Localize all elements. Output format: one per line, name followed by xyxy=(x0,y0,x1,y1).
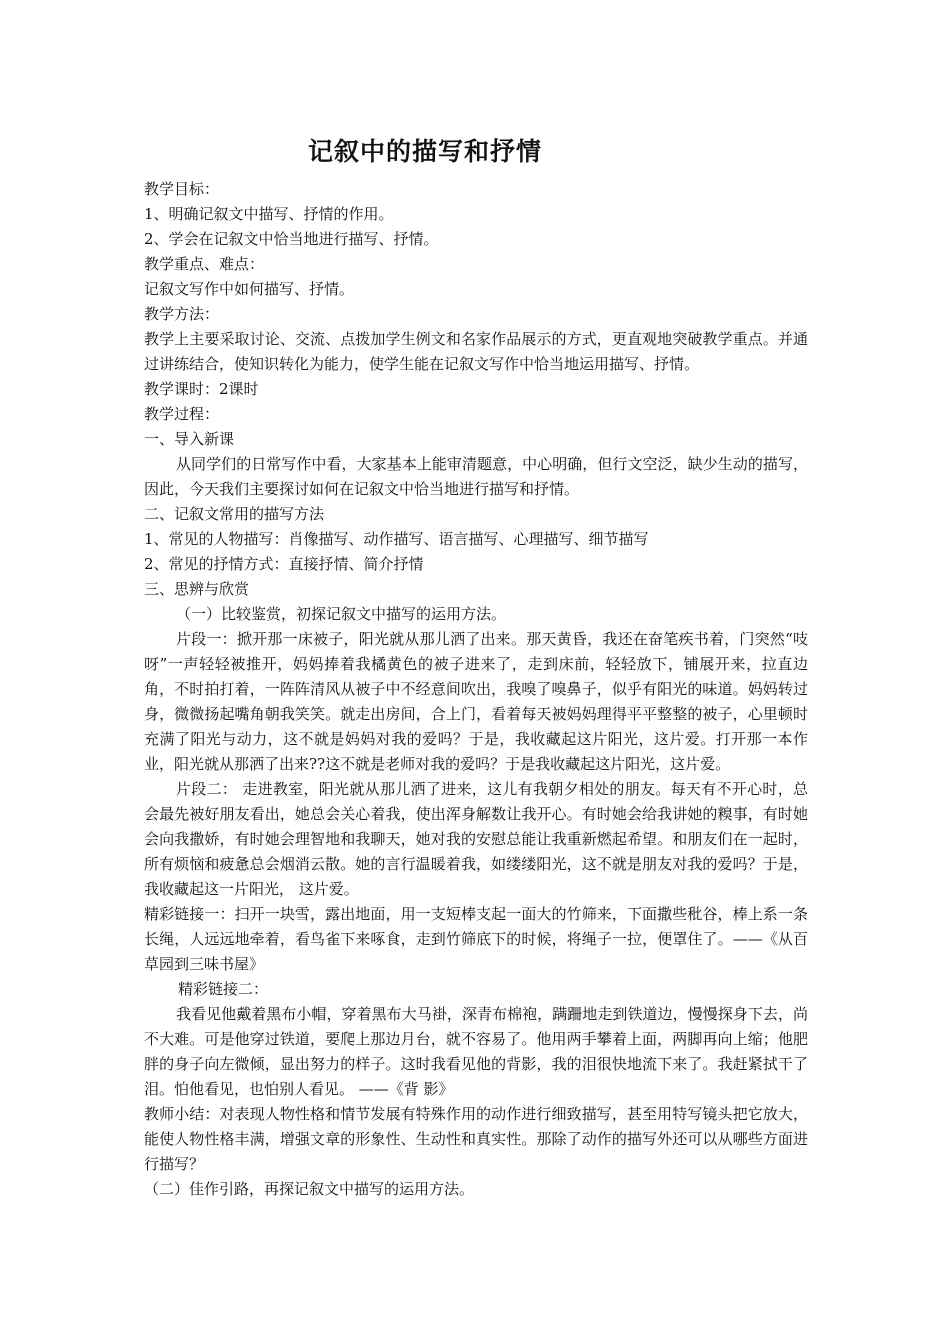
document-body xyxy=(144,177,808,1202)
section-3-heading: 三、思辨与欣赏 xyxy=(144,580,250,598)
section-1-text: 从同学们的日常写作中看，大家基本上能审清题意，中心明确，但行文空泛，缺少生动的描写，因此，今天我们主要探讨如何在记叙文中恰当地进行描写和抒情。 xyxy=(144,455,808,498)
section-1-heading: 一、导入新课 xyxy=(144,430,235,448)
excerpt-link-1: 精彩链接一：扫开一块雪，露出地面，用一支短棒支起一面大的竹筛来，下面撒些秕谷，棒上系一条长绳，人远远地牵着，看鸟雀下来啄食，走到竹筛底下的时候，将绳子一拉，便罩住了。——《从百草园到三味书屋》 xyxy=(144,905,808,973)
method-text: 教学上主要采取讨论、交流、点拨加学生例文和名家作品展示的方式，更直观地突破教学重点。并通过讲练结合，使知识转化为能力，使学生能在记叙文写作中恰当地运用描写、抒情。 xyxy=(144,330,808,373)
class-hours: 教学课时：2课时 xyxy=(144,380,259,398)
section-3-sub-1: （一）比较鉴赏，初探记叙文中描写的运用方法。 xyxy=(176,605,507,623)
section-2-heading: 二、记叙文常用的描写方法 xyxy=(144,505,325,523)
excerpt-link-2: 我看见他戴着黑布小帽，穿着黑布大马褂，深青布棉袍，蹒跚地走到铁道边，慢慢探身下去，尚不大难。可是他穿过铁道，要爬上那边月台，就不容易了。他用两手攀着上面，两脚再向上缩；他肥胖的身子向左微倾，显出努力的样子。这时我看见他的背影，我的泪很快地流下来了。我赶紧拭干了泪。怕他看见，也怕别人看见。 ——《背 影》 xyxy=(144,1005,808,1098)
goal-item-1: 1、明确记叙文中描写、抒情的作用。 xyxy=(144,205,394,223)
key-points-text: 记叙文写作中如何描写、抒情。 xyxy=(144,280,355,298)
method-heading: 教学方法： xyxy=(144,305,220,323)
key-points-heading: 教学重点、难点： xyxy=(144,255,265,273)
teacher-summary: 教师小结：对表现人物性格和情节发展有特殊作用的动作进行细致描写，甚至用特写镜头把它放大，能使人物性格丰满，增强文章的形象性、生动性和真实性。那除了动作的描写外还可以从哪些方面进行描写？ xyxy=(144,1105,808,1173)
goal-item-2: 2、学会在记叙文中恰当地进行描写、抒情。 xyxy=(144,230,439,248)
section-3-sub-2: （二）佳作引路，再探记叙文中描写的运用方法。 xyxy=(144,1180,475,1198)
goals-heading: 教学目标： xyxy=(144,180,220,198)
section-2-item-2: 2、常见的抒情方式：直接抒情、简介抒情 xyxy=(144,555,424,573)
fragment-2: 片段二： 走进教室，阳光就从那儿洒了进来，这儿有我朝夕相处的朋友。每天有不开心时，总会最先被好朋友看出，她总会关心着我，使出浑身解数让我开心。有时她会给我讲她的糗事，有时她会向我撒娇，有时她会理智地和我聊天，她对我的安慰总能让我重新燃起希望。和朋友们在一起时，所有烦恼和疲惫总会烟消云散。她的言行温暖着我，如缕缕阳光，这不就是朋友对我的爱吗？于是， 我收藏起这一片阳光， 这片爱。 xyxy=(144,780,808,898)
excerpt-link-2-heading: 精彩链接二： xyxy=(178,980,269,998)
section-2-item-1: 1、常见的人物描写：肖像描写、动作描写、语言描写、心理描写、细节描写 xyxy=(144,530,649,548)
document-title: 记叙中的描写和抒情 xyxy=(307,137,542,166)
process-heading: 教学过程： xyxy=(144,405,220,423)
fragment-1: 片段一：掀开那一床被子，阳光就从那儿洒了出来。那天黄昏，我还在奋笔疾书着，门突然“吱呀”一声轻轻被推开，妈妈捧着我橘黄色的被子进来了，走到床前，轻轻放下，铺展开来，拉直边角，不时拍打着，一阵阵清风从被子中不经意间吹出，我嗅了嗅鼻子，似乎有阳光的味道。妈妈转过身，微微扬起嘴角朝我笑笑。就走出房间，合上门，看着每天被妈妈理得平平整整的被子，心里顿时充满了阳光与动力，这不就是妈妈对我的爱吗？于是，我收藏起这片阳光，这片爱。打开那一本作业，阳光就从那洒了出来??这不就是老师对我的爱吗？于是我收藏起这片阳光，这片爱。 xyxy=(144,630,808,773)
